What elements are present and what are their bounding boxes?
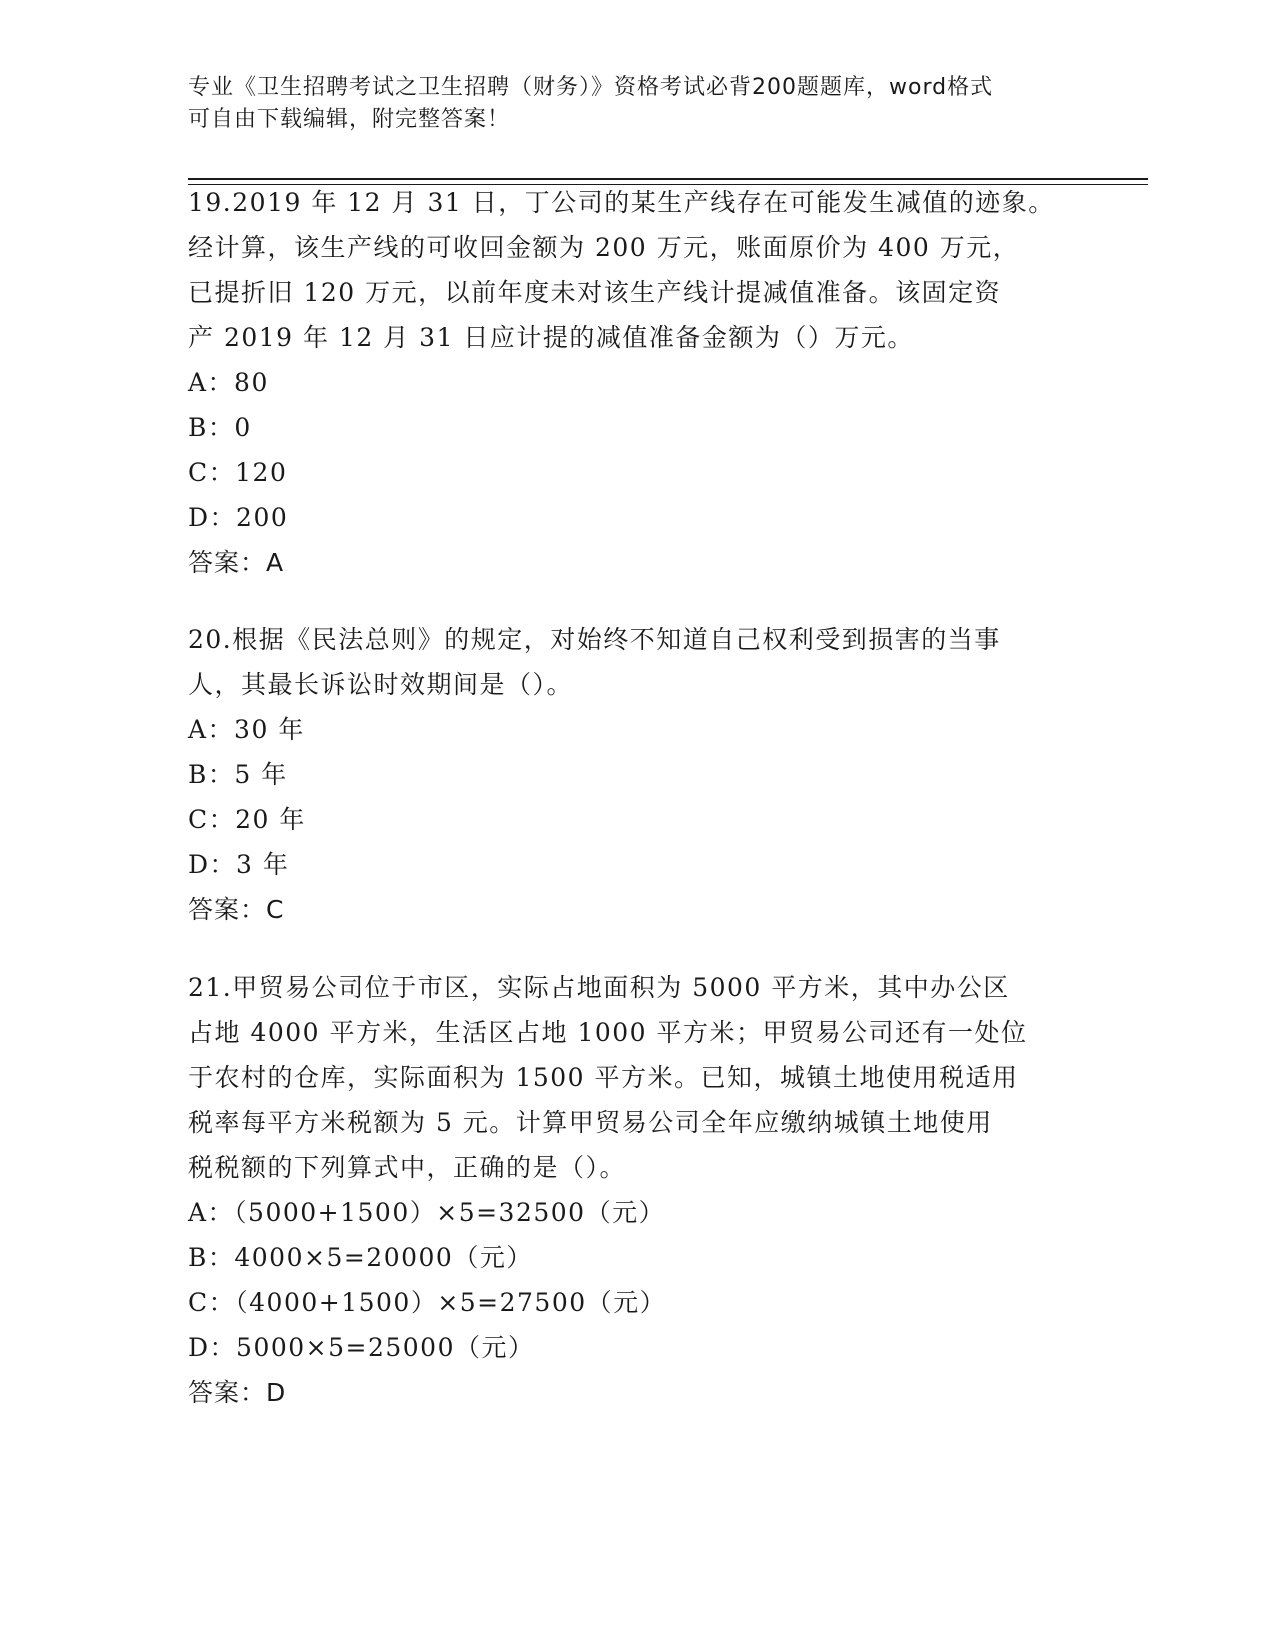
document-header <box>188 72 1088 136</box>
option-c: C：20 年 <box>188 805 306 834</box>
option-a: A：（5000+1500）×5=32500（元） <box>188 1198 666 1227</box>
header-line-2: 可自由下载编辑，附完整答案！ <box>188 107 511 132</box>
question-text-line: 税税额的下列算式中，正确的是（）。 <box>188 1153 627 1182</box>
question-19 <box>188 180 1088 585</box>
question-text-line: 占地 4000 平方米，生活区占地 1000 平方米；甲贸易公司还有一处位 <box>188 1018 1028 1047</box>
question-text-line: 于农村的仓库，实际面积为 1500 平方米。已知，城镇土地使用税适用 <box>188 1063 1019 1092</box>
question-21 <box>188 965 1088 1415</box>
option-d: D：200 <box>188 503 289 532</box>
option-d: D：3 年 <box>188 850 290 879</box>
question-text-line: 产 2019 年 12 月 31 日应计提的减值准备金额为（）万元。 <box>188 323 914 352</box>
option-b: B：5 年 <box>188 760 288 789</box>
answer-label: 答案：A <box>188 548 285 577</box>
header-line-1: 专业《卫生招聘考试之卫生招聘（财务）》资格考试必背200题题库，word格式 <box>188 75 994 100</box>
question-text-line: 税率每平方米税额为 5 元。计算甲贸易公司全年应缴纳城镇土地使用 <box>188 1108 993 1137</box>
question-text-line: 20.根据《民法总则》的规定，对始终不知道自己权利受到损害的当事 <box>188 625 1001 654</box>
answer-label: 答案：D <box>188 1378 287 1407</box>
question-text-line: 人，其最长诉讼时效期间是（）。 <box>188 670 574 699</box>
option-b: B：0 <box>188 413 252 442</box>
option-d: D：5000×5=25000（元） <box>188 1333 535 1362</box>
question-text-line: 19.2019 年 12 月 31 日，丁公司的某生产线存在可能发生减值的迹象。 <box>188 188 1055 217</box>
question-20 <box>188 617 1088 932</box>
option-c: C：（4000+1500）×5=27500（元） <box>188 1288 667 1317</box>
option-c: C：120 <box>188 458 288 487</box>
question-text-line: 21.甲贸易公司位于市区，实际占地面积为 5000 平方米，其中办公区 <box>188 973 1010 1002</box>
question-text-line: 经计算，该生产线的可收回金额为 200 万元，账面原价为 400 万元， <box>188 233 1020 262</box>
answer-label: 答案：C <box>188 895 285 924</box>
option-a: A：30 年 <box>188 715 305 744</box>
option-a: A：80 <box>188 368 269 397</box>
question-text-line: 已提折旧 120 万元，以前年度未对该生产线计提减值准备。该固定资 <box>188 278 1002 307</box>
option-b: B：4000×5=20000（元） <box>188 1243 533 1272</box>
